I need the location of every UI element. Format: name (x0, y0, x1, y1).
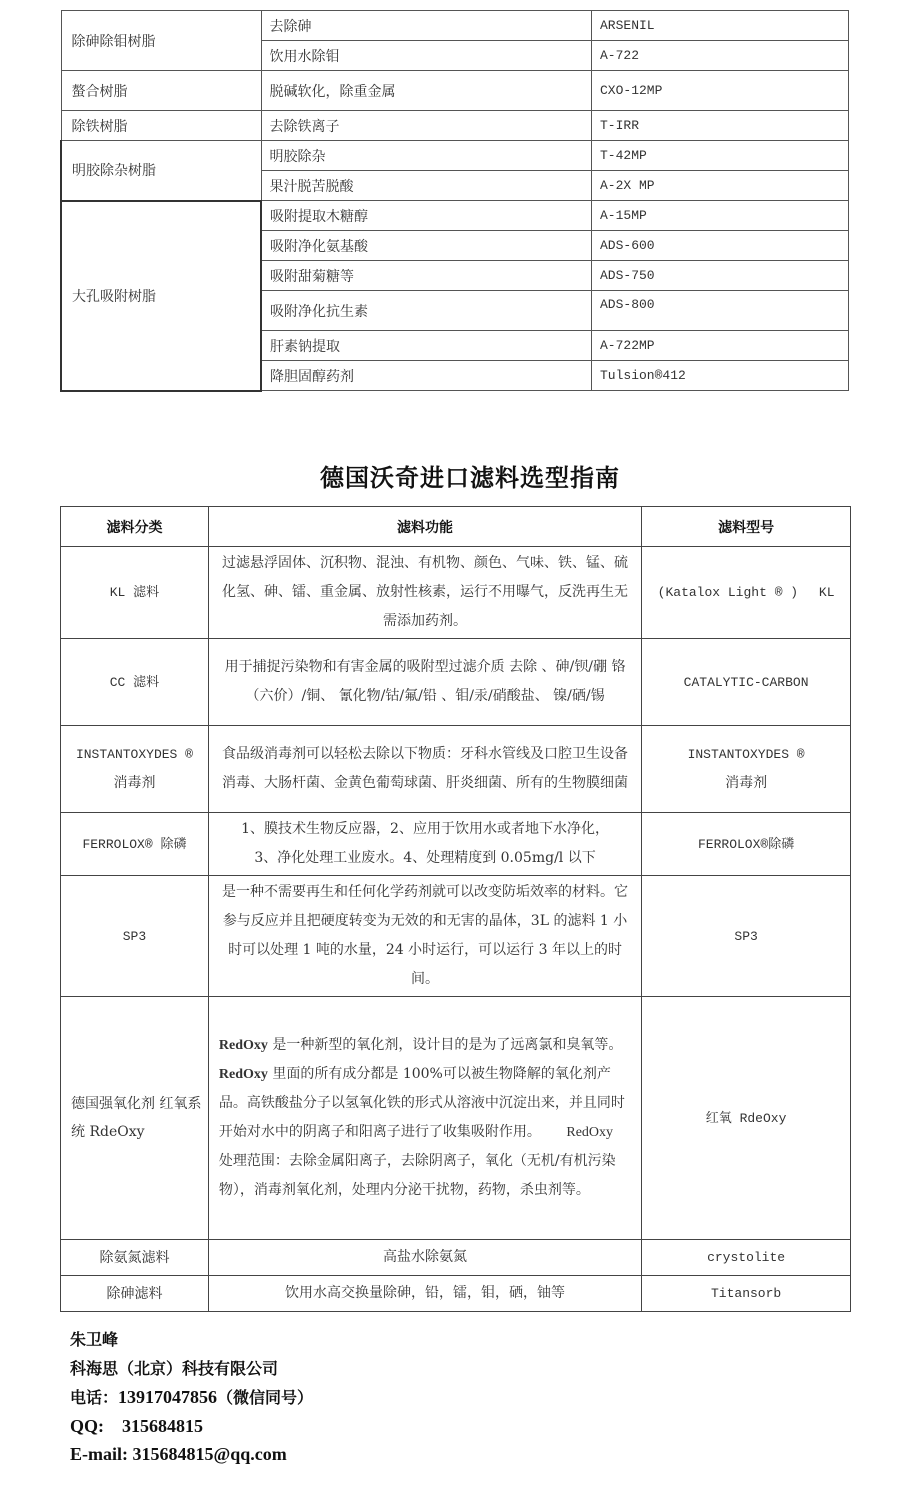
filter-function: 用于捕捉污染物和有害金属的吸附型过滤介质 去除 、砷/钡/硼 铬（六价）/铜、 氰化物/钴/氟/铅 、钼/汞/硝酸盐、 镍/硒/锡 (208, 639, 641, 726)
qq-label: QQ: (70, 1415, 104, 1436)
filter-function: 高盐水除氨氮 (208, 1240, 641, 1276)
contact-qq-line (70, 1412, 313, 1441)
filter-function: 食品级消毒剂可以轻松去除以下物质：牙科水管线及口腔卫生设备消毒、大肠杆菌、金黄色葡萄球菌、肝炎细菌、所有的生物膜细菌 (208, 726, 641, 813)
resin-model: ADS-750 (592, 261, 849, 291)
contact-info (70, 1326, 313, 1469)
resin-function: 明胶除杂 (261, 141, 592, 171)
qq-number[interactable]: 315684815 (122, 1415, 203, 1436)
filter-model: (Katalox Light ® ) KL (657, 585, 835, 600)
filter-function: 饮用水高交换量除砷，铅，镭，钼，硒，铀等 (208, 1276, 641, 1312)
filter-category: FERROLOX® 除磷 (82, 836, 187, 852)
resin-function: 脱碱软化，除重金属 (261, 71, 592, 111)
contact-phone-line (70, 1383, 313, 1412)
filter-category: CC 滤料 (109, 674, 160, 690)
filter-function: 是一种不需要再生和任何化学药剂就可以改变防垢效率的材料。它参与反应并且把硬度转变为无效的和无害的晶体，3L 的滤料 1 小时可以处理 1 吨的水量，24 小时运行，可以运行 3 年以上的时间。 (208, 876, 641, 997)
filter-guide-title: 德国沃奇进口滤料选型指南 (320, 464, 620, 492)
table-row (61, 639, 851, 726)
table-row (61, 726, 851, 813)
function-text: 是一种新型的氧化剂，设计目的是为了远离氯和臭氧等。 (267, 1037, 623, 1053)
function-text: 里面的所有成分都是 100%可以被生物降解的氧化剂产品。高铁酸盐分子以氢氧化铁的形式从溶液中沉淀出来，并且同时开始对水中的阴离子和阳离子进行了收集吸附作用。 (218, 1066, 625, 1140)
resin-function: 去除砷 (261, 11, 592, 41)
email-address[interactable]: 315684815@qq.com (132, 1444, 287, 1464)
resin-function: 果汁脱苦脱酸 (261, 171, 592, 201)
phone-note: （微信同号） (217, 1388, 314, 1407)
resin-model: A-15MP (592, 201, 849, 231)
table-row (61, 1240, 851, 1276)
filter-model: FERROLOX®除磷 (697, 836, 795, 852)
filter-model-sub: 消毒剂 (725, 775, 768, 791)
filter-category: KL 滤料 (109, 585, 160, 600)
resin-category: 除砷除钼树脂 (61, 11, 261, 71)
filter-model: crystolite (707, 1250, 786, 1265)
resin-function: 吸附提取木糖醇 (261, 201, 592, 231)
filter-model: Titansorb (710, 1286, 782, 1301)
table-row (61, 547, 851, 639)
filter-category: 除氨氮滤料 (61, 1240, 209, 1276)
filter-guide-table (60, 506, 851, 1312)
filter-function: 1、膜技术生物反应器，2、应用于饮用水或者地下水净化， (241, 821, 609, 837)
table-row (61, 997, 851, 1240)
table-row (61, 1276, 851, 1312)
resin-category: 明胶除杂树脂 (61, 141, 261, 201)
resin-model: A-2X MP (592, 171, 849, 201)
filter-model: CATALYTIC-CARBON (683, 674, 809, 690)
resin-category: 除铁树脂 (61, 111, 261, 141)
header-function: 滤料功能 (208, 507, 641, 547)
table-row (61, 813, 851, 876)
filter-category: 德国强氧化剂 红氧系统 RdeOxy (61, 997, 209, 1240)
resin-model: Tulsion®412 (592, 361, 849, 391)
resin-function: 降胆固醇药剂 (261, 361, 592, 391)
resin-model: T-42MP (592, 141, 849, 171)
filter-category-sub: 消毒剂 (113, 775, 156, 791)
contact-name: 朱卫峰 (70, 1330, 119, 1349)
filter-function: 过滤悬浮固体、沉积物、混浊、有机物、颜色、气味、铁、锰、硫化氢、砷、镭、重金属、放射性核素，运行不用曝气，反洗再生无需添加药剂。 (208, 547, 641, 639)
resin-function: 吸附净化抗生素 (261, 291, 592, 331)
brand-name: RedOxy (218, 1067, 268, 1082)
resin-model: A-722MP (592, 331, 849, 361)
table-row (61, 876, 851, 997)
resin-model: ARSENIL (592, 11, 849, 41)
filter-model: SP3 (734, 928, 758, 944)
phone-label: 电话： (70, 1388, 119, 1407)
contact-email-line (70, 1440, 313, 1469)
phone-number[interactable]: 13917047856 (118, 1387, 218, 1407)
resin-model: T-IRR (592, 111, 849, 141)
email-label: E-mail: (70, 1444, 128, 1464)
header-model: 滤料型号 (642, 507, 851, 547)
contact-company: 科海思（北京）科技有限公司 (70, 1358, 279, 1378)
brand-name: RedOxy (218, 1038, 268, 1053)
resin-function: 去除铁离子 (261, 111, 592, 141)
filter-function: 3、净化处理工业废水。4、处理精度到 0.05mg/l 以下 (254, 850, 596, 866)
brand-name: RedOxy (566, 1125, 614, 1140)
resin-function: 饮用水除钼 (261, 41, 592, 71)
resin-model: CXO-12MP (592, 71, 849, 111)
resin-model: A-722 (592, 41, 849, 71)
filter-category: INSTANTOXYDES ® (75, 747, 193, 762)
function-text: 处理范围：去除金属阳离子，去除阴离子，氧化（无机/有机污染物），消毒剂氧化剂，处理内分泌干扰物，药物，杀虫剂等。 (218, 1153, 616, 1198)
filter-category: SP3 (122, 928, 147, 944)
filter-model: INSTANTOXYDES ® (687, 747, 805, 762)
table-header-row (61, 507, 851, 547)
resin-function: 肝素钠提取 (261, 331, 592, 361)
resin-function: 吸附甜菊糖等 (261, 261, 592, 291)
resin-table (60, 10, 849, 392)
filter-model: 红氧 RdeOxy (705, 1110, 787, 1126)
resin-function: 吸附净化氨基酸 (261, 231, 592, 261)
header-category: 滤料分类 (61, 507, 209, 547)
resin-category: 螯合树脂 (61, 71, 261, 111)
filter-category: 除砷滤料 (61, 1276, 209, 1312)
resin-model: ADS-800 (592, 291, 849, 331)
filter-function (208, 997, 641, 1240)
resin-category: 大孔吸附树脂 (61, 201, 261, 391)
resin-model: ADS-600 (592, 231, 849, 261)
